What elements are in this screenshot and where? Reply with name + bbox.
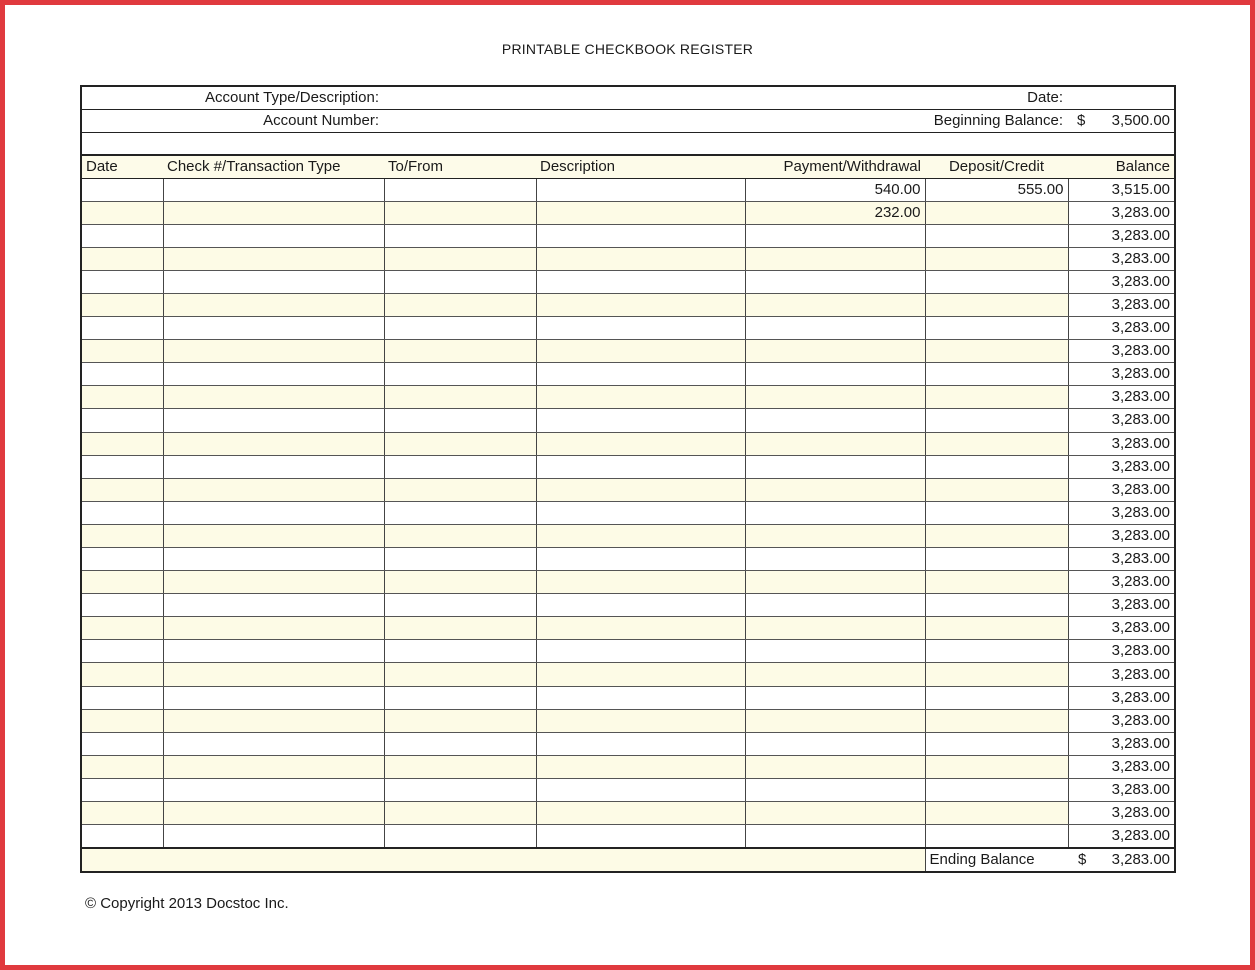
date-cell[interactable] — [81, 571, 163, 594]
account-number-label: Account Number: — [81, 110, 383, 133]
balance-cell: 3,283.00 — [1068, 363, 1175, 386]
description-cell[interactable] — [536, 686, 745, 709]
description-cell[interactable] — [536, 709, 745, 732]
date-cell[interactable] — [81, 686, 163, 709]
description-cell[interactable] — [536, 293, 745, 316]
payment-cell[interactable] — [745, 802, 925, 825]
deposit-cell[interactable] — [925, 594, 1068, 617]
ending-balance-label: Ending Balance — [925, 848, 1068, 872]
table-row — [81, 363, 1175, 386]
to-from-cell[interactable] — [384, 755, 536, 778]
deposit-cell[interactable] — [925, 224, 1068, 247]
table-row — [81, 594, 1175, 617]
date-cell[interactable] — [81, 802, 163, 825]
check-type-cell[interactable] — [163, 732, 384, 755]
table-row — [81, 709, 1175, 732]
ending-balance-value: 3,283.00 — [1111, 851, 1170, 869]
deposit-cell[interactable] — [925, 247, 1068, 270]
balance-cell: 3,283.00 — [1068, 501, 1175, 524]
payment-cell[interactable] — [745, 317, 925, 340]
check-type-cell[interactable] — [163, 432, 384, 455]
to-from-cell[interactable] — [384, 825, 536, 849]
table-row — [81, 501, 1175, 524]
beginning-balance-field[interactable] — [1067, 110, 1175, 133]
description-cell[interactable] — [536, 201, 745, 224]
table-row — [81, 247, 1175, 270]
payment-cell[interactable] — [745, 732, 925, 755]
balance-cell: 3,283.00 — [1068, 317, 1175, 340]
payment-cell[interactable] — [745, 501, 925, 524]
payment-cell[interactable] — [745, 778, 925, 801]
to-from-cell[interactable] — [384, 409, 536, 432]
deposit-cell[interactable] — [925, 755, 1068, 778]
deposit-cell[interactable] — [925, 201, 1068, 224]
page-title: PRINTABLE CHECKBOOK REGISTER — [501, 41, 754, 57]
check-type-cell[interactable] — [163, 478, 384, 501]
payment-cell[interactable]: 232.00 — [745, 201, 925, 224]
payment-cell[interactable] — [745, 224, 925, 247]
payment-cell[interactable] — [745, 363, 925, 386]
to-from-cell[interactable] — [384, 386, 536, 409]
deposit-cell[interactable] — [925, 524, 1068, 547]
payment-cell[interactable] — [745, 640, 925, 663]
check-type-cell[interactable] — [163, 524, 384, 547]
date-cell[interactable] — [81, 201, 163, 224]
payment-cell[interactable] — [745, 617, 925, 640]
to-from-cell[interactable] — [384, 640, 536, 663]
table-row — [81, 825, 1175, 849]
table-row — [81, 571, 1175, 594]
to-from-cell[interactable] — [384, 778, 536, 801]
payment-cell[interactable] — [745, 594, 925, 617]
beginning-balance-value: 3,500.00 — [1111, 112, 1170, 129]
balance-cell: 3,283.00 — [1068, 640, 1175, 663]
table-row — [81, 409, 1175, 432]
to-from-cell[interactable] — [384, 201, 536, 224]
date-cell[interactable] — [81, 709, 163, 732]
deposit-cell[interactable] — [925, 455, 1068, 478]
to-from-cell[interactable] — [384, 317, 536, 340]
date-cell[interactable] — [81, 640, 163, 663]
col-balance: Balance — [1068, 156, 1175, 179]
check-type-cell[interactable] — [163, 340, 384, 363]
to-from-cell[interactable] — [384, 571, 536, 594]
date-cell[interactable] — [81, 363, 163, 386]
table-row — [81, 663, 1175, 686]
description-cell[interactable] — [536, 802, 745, 825]
copyright-notice: © Copyright 2013 Docstoc Inc. — [85, 895, 289, 912]
check-type-cell[interactable] — [163, 247, 384, 270]
balance-cell: 3,283.00 — [1068, 825, 1175, 849]
register-table — [80, 156, 1176, 874]
to-from-cell[interactable] — [384, 594, 536, 617]
date-cell[interactable] — [81, 386, 163, 409]
payment-cell[interactable] — [745, 478, 925, 501]
payment-cell[interactable]: 540.00 — [745, 178, 925, 201]
payment-cell[interactable] — [745, 247, 925, 270]
description-cell[interactable] — [536, 340, 745, 363]
footer-spacer — [81, 848, 925, 872]
account-type-label: Account Type/Description: — [81, 86, 383, 110]
description-cell[interactable] — [536, 455, 745, 478]
to-from-cell[interactable] — [384, 455, 536, 478]
deposit-cell[interactable] — [925, 340, 1068, 363]
check-type-cell[interactable] — [163, 617, 384, 640]
deposit-cell[interactable] — [925, 732, 1068, 755]
date-cell[interactable] — [81, 594, 163, 617]
col-deposit-credit: Deposit/Credit — [925, 156, 1068, 179]
beginning-balance-label: Beginning Balance: — [925, 110, 1067, 133]
table-row — [81, 224, 1175, 247]
date-cell[interactable] — [81, 732, 163, 755]
date-label: Date: — [925, 86, 1067, 110]
check-type-cell[interactable] — [163, 825, 384, 849]
table-row — [81, 755, 1175, 778]
payment-cell[interactable] — [745, 709, 925, 732]
date-cell[interactable] — [81, 178, 163, 201]
date-cell[interactable] — [81, 524, 163, 547]
balance-cell: 3,283.00 — [1068, 386, 1175, 409]
check-type-cell[interactable] — [163, 640, 384, 663]
to-from-cell[interactable] — [384, 548, 536, 571]
date-cell[interactable] — [81, 247, 163, 270]
to-from-cell[interactable] — [384, 732, 536, 755]
date-cell[interactable] — [81, 755, 163, 778]
currency-symbol: $ — [1077, 112, 1086, 129]
balance-cell: 3,283.00 — [1068, 293, 1175, 316]
balance-cell: 3,283.00 — [1068, 340, 1175, 363]
account-number-field[interactable] — [383, 110, 925, 133]
check-type-cell[interactable] — [163, 501, 384, 524]
col-payment-withdrawal: Payment/Withdrawal — [745, 156, 925, 179]
payment-cell[interactable] — [745, 548, 925, 571]
balance-cell: 3,283.00 — [1068, 270, 1175, 293]
col-description: Description — [536, 156, 745, 179]
balance-cell: 3,283.00 — [1068, 617, 1175, 640]
date-field[interactable] — [1067, 86, 1175, 110]
date-cell[interactable] — [81, 455, 163, 478]
deposit-cell[interactable] — [925, 825, 1068, 849]
account-header — [80, 85, 1176, 156]
column-headers — [81, 156, 1175, 179]
deposit-cell[interactable] — [925, 386, 1068, 409]
to-from-cell[interactable] — [384, 501, 536, 524]
payment-cell[interactable] — [745, 340, 925, 363]
balance-cell: 3,283.00 — [1068, 432, 1175, 455]
description-cell[interactable] — [536, 524, 745, 547]
date-cell[interactable] — [81, 270, 163, 293]
deposit-cell[interactable] — [925, 317, 1068, 340]
table-row — [81, 178, 1175, 201]
table-row — [81, 802, 1175, 825]
check-type-cell[interactable] — [163, 755, 384, 778]
payment-cell[interactable] — [745, 755, 925, 778]
table-row — [81, 640, 1175, 663]
to-from-cell[interactable] — [384, 663, 536, 686]
description-cell[interactable] — [536, 432, 745, 455]
description-cell[interactable] — [536, 224, 745, 247]
payment-cell[interactable] — [745, 524, 925, 547]
deposit-cell[interactable] — [925, 478, 1068, 501]
to-from-cell[interactable] — [384, 617, 536, 640]
date-cell[interactable] — [81, 548, 163, 571]
check-type-cell[interactable] — [163, 548, 384, 571]
table-row — [81, 270, 1175, 293]
deposit-cell[interactable] — [925, 663, 1068, 686]
payment-cell[interactable] — [745, 293, 925, 316]
check-type-cell[interactable] — [163, 455, 384, 478]
to-from-cell[interactable] — [384, 247, 536, 270]
balance-cell: 3,515.00 — [1068, 178, 1175, 201]
date-cell[interactable] — [81, 317, 163, 340]
payment-cell[interactable] — [745, 432, 925, 455]
deposit-cell[interactable] — [925, 709, 1068, 732]
payment-cell[interactable] — [745, 663, 925, 686]
payment-cell[interactable] — [745, 455, 925, 478]
check-type-cell[interactable] — [163, 778, 384, 801]
balance-cell: 3,283.00 — [1068, 247, 1175, 270]
deposit-cell[interactable] — [925, 270, 1068, 293]
description-cell[interactable] — [536, 594, 745, 617]
description-cell[interactable] — [536, 478, 745, 501]
description-cell[interactable] — [536, 247, 745, 270]
date-cell[interactable] — [81, 501, 163, 524]
table-row — [81, 386, 1175, 409]
check-type-cell[interactable] — [163, 686, 384, 709]
check-type-cell[interactable] — [163, 571, 384, 594]
description-cell[interactable] — [536, 178, 745, 201]
deposit-cell[interactable]: 555.00 — [925, 178, 1068, 201]
deposit-cell[interactable] — [925, 293, 1068, 316]
check-type-cell[interactable] — [163, 663, 384, 686]
description-cell[interactable] — [536, 501, 745, 524]
balance-cell: 3,283.00 — [1068, 478, 1175, 501]
description-cell[interactable] — [536, 640, 745, 663]
description-cell[interactable] — [536, 317, 745, 340]
check-type-cell[interactable] — [163, 317, 384, 340]
deposit-cell[interactable] — [925, 778, 1068, 801]
deposit-cell[interactable] — [925, 617, 1068, 640]
balance-cell: 3,283.00 — [1068, 594, 1175, 617]
checkbook-register — [80, 85, 1174, 873]
payment-cell[interactable] — [745, 386, 925, 409]
check-type-cell[interactable] — [163, 224, 384, 247]
date-cell[interactable] — [81, 340, 163, 363]
description-cell[interactable] — [536, 663, 745, 686]
check-type-cell[interactable] — [163, 293, 384, 316]
date-cell[interactable] — [81, 409, 163, 432]
check-type-cell[interactable] — [163, 594, 384, 617]
balance-cell: 3,283.00 — [1068, 455, 1175, 478]
check-type-cell[interactable] — [163, 201, 384, 224]
deposit-cell[interactable] — [925, 802, 1068, 825]
table-row — [81, 732, 1175, 755]
to-from-cell[interactable] — [384, 224, 536, 247]
payment-cell[interactable] — [745, 409, 925, 432]
date-cell[interactable] — [81, 478, 163, 501]
balance-cell: 3,283.00 — [1068, 802, 1175, 825]
date-cell[interactable] — [81, 224, 163, 247]
to-from-cell[interactable] — [384, 340, 536, 363]
account-type-field[interactable] — [383, 86, 925, 110]
payment-cell[interactable] — [745, 825, 925, 849]
table-row — [81, 455, 1175, 478]
col-date: Date — [81, 156, 163, 179]
description-cell[interactable] — [536, 548, 745, 571]
to-from-cell[interactable] — [384, 178, 536, 201]
description-cell[interactable] — [536, 825, 745, 849]
table-row — [81, 478, 1175, 501]
date-cell[interactable] — [81, 825, 163, 849]
description-cell[interactable] — [536, 755, 745, 778]
to-from-cell[interactable] — [384, 524, 536, 547]
deposit-cell[interactable] — [925, 409, 1068, 432]
table-row — [81, 201, 1175, 224]
deposit-cell[interactable] — [925, 432, 1068, 455]
table-row — [81, 778, 1175, 801]
check-type-cell[interactable] — [163, 709, 384, 732]
to-from-cell[interactable] — [384, 802, 536, 825]
table-row — [81, 548, 1175, 571]
spacer-row — [81, 133, 1175, 155]
description-cell[interactable] — [536, 617, 745, 640]
to-from-cell[interactable] — [384, 709, 536, 732]
table-row — [81, 317, 1175, 340]
col-to-from: To/From — [384, 156, 536, 179]
balance-cell: 3,283.00 — [1068, 548, 1175, 571]
deposit-cell[interactable] — [925, 640, 1068, 663]
description-cell[interactable] — [536, 778, 745, 801]
payment-cell[interactable] — [745, 571, 925, 594]
to-from-cell[interactable] — [384, 293, 536, 316]
description-cell[interactable] — [536, 270, 745, 293]
description-cell[interactable] — [536, 571, 745, 594]
deposit-cell[interactable] — [925, 363, 1068, 386]
table-row — [81, 524, 1175, 547]
table-row — [81, 432, 1175, 455]
description-cell[interactable] — [536, 386, 745, 409]
deposit-cell[interactable] — [925, 501, 1068, 524]
balance-cell: 3,283.00 — [1068, 709, 1175, 732]
description-cell[interactable] — [536, 732, 745, 755]
date-cell[interactable] — [81, 432, 163, 455]
description-cell[interactable] — [536, 409, 745, 432]
check-type-cell[interactable] — [163, 409, 384, 432]
payment-cell[interactable] — [745, 270, 925, 293]
date-cell[interactable] — [81, 617, 163, 640]
date-cell[interactable] — [81, 778, 163, 801]
to-from-cell[interactable] — [384, 270, 536, 293]
date-cell[interactable] — [81, 663, 163, 686]
to-from-cell[interactable] — [384, 363, 536, 386]
check-type-cell[interactable] — [163, 386, 384, 409]
balance-cell: 3,283.00 — [1068, 732, 1175, 755]
balance-cell: 3,283.00 — [1068, 571, 1175, 594]
deposit-cell[interactable] — [925, 548, 1068, 571]
description-cell[interactable] — [536, 363, 745, 386]
table-row — [81, 686, 1175, 709]
balance-cell: 3,283.00 — [1068, 201, 1175, 224]
deposit-cell[interactable] — [925, 571, 1068, 594]
table-row — [81, 293, 1175, 316]
deposit-cell[interactable] — [925, 686, 1068, 709]
balance-cell: 3,283.00 — [1068, 755, 1175, 778]
date-cell[interactable] — [81, 293, 163, 316]
ending-balance-row — [81, 848, 1175, 872]
to-from-cell[interactable] — [384, 686, 536, 709]
payment-cell[interactable] — [745, 686, 925, 709]
to-from-cell[interactable] — [384, 432, 536, 455]
balance-cell: 3,283.00 — [1068, 524, 1175, 547]
table-row — [81, 617, 1175, 640]
balance-cell: 3,283.00 — [1068, 224, 1175, 247]
table-row — [81, 340, 1175, 363]
balance-cell: 3,283.00 — [1068, 686, 1175, 709]
col-check-transaction-type: Check #/Transaction Type — [163, 156, 384, 179]
balance-cell: 3,283.00 — [1068, 409, 1175, 432]
check-type-cell[interactable] — [163, 270, 384, 293]
balance-cell: 3,283.00 — [1068, 663, 1175, 686]
to-from-cell[interactable] — [384, 478, 536, 501]
balance-cell: 3,283.00 — [1068, 778, 1175, 801]
currency-symbol: $ — [1078, 851, 1087, 869]
check-type-cell[interactable] — [163, 178, 384, 201]
ending-balance-field — [1068, 848, 1175, 872]
check-type-cell[interactable] — [163, 363, 384, 386]
check-type-cell[interactable] — [163, 802, 384, 825]
